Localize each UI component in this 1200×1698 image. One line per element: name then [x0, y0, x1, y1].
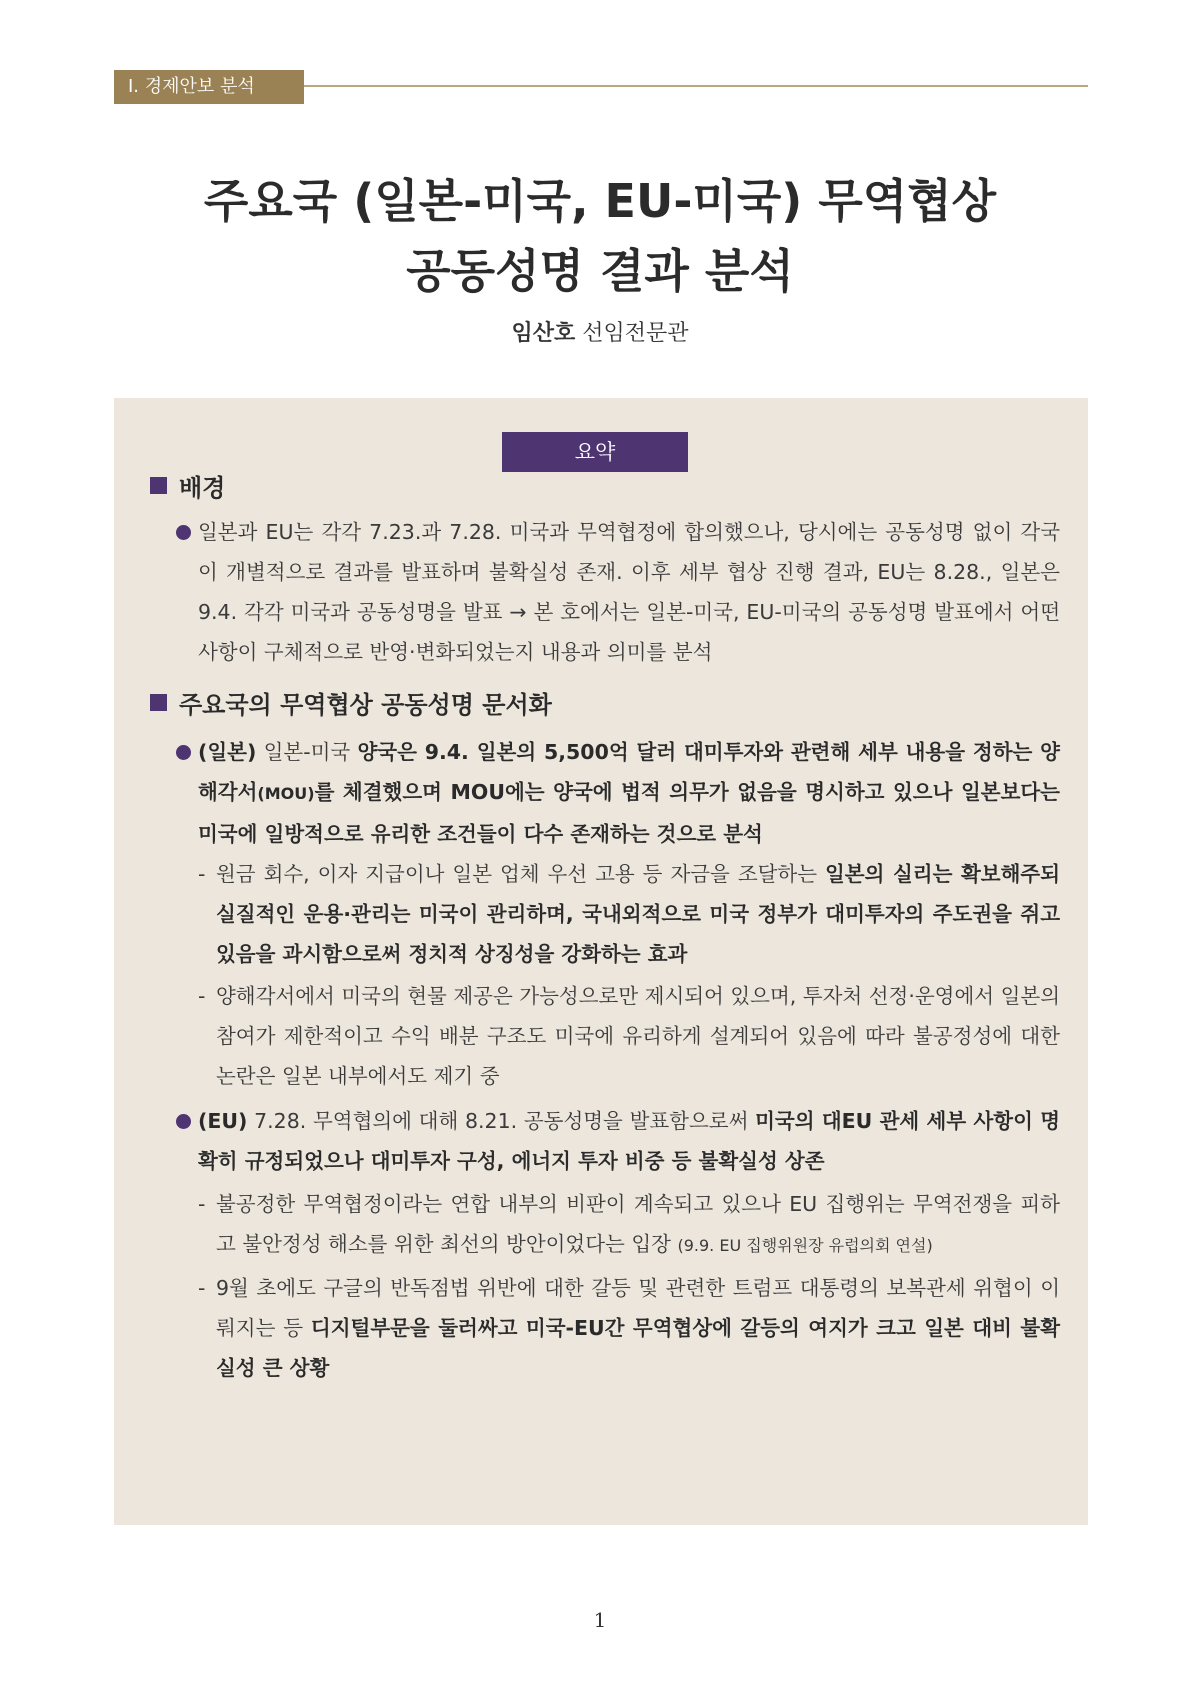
dash-japan-2-text: 양해각서에서 미국의 현물 제공은 가능성으로만 제시되어 있으며, 투자처 선정·운영에서 일본의 참여가 제한적이고 수익 배분 구조도 미국에 유리하게 설계되어 있음에 따라 불공정성에 대한 논란은 일본 내부에서도 제기 중	[216, 984, 1060, 1088]
heading-documentation	[150, 685, 552, 720]
square-bullet-icon	[150, 694, 167, 711]
dash-mark: -	[198, 1192, 206, 1216]
dash-mark: -	[198, 984, 206, 1008]
bullet-eu-plain: 7.28. 무역협의에 대해 8.21. 공동성명을 발표함으로써	[247, 1109, 756, 1133]
bullet-japan	[176, 732, 1060, 854]
author-name: 임산호	[511, 321, 576, 346]
dash-eu-1-source: (9.9. EU 집행위원장 유럽의회 연설)	[677, 1236, 933, 1255]
dash-mark: -	[198, 1276, 206, 1300]
author-line	[0, 316, 1200, 347]
square-bullet-icon	[150, 477, 167, 494]
dash-japan-1	[198, 854, 1060, 974]
bullet-japan-label: (일본)	[198, 740, 257, 764]
dash-eu-1-text: 불공정한 무역협정이라는 연합 내부의 비판이 계속되고 있으나 EU 집행위는 무역전쟁을 피하고 불안정성 해소를 위한 최선의 방안이었다는 입장	[216, 1192, 1060, 1256]
bullet-eu-bold: 미국의 대EU 관세 세부 사항이 명확히 규정되었으나 대미투자 구성, 에너지 투자 비중 등 불확실성 상존	[198, 1109, 1060, 1173]
bullet-background-text: 일본과 EU는 각각 7.23.과 7.28. 미국과 무역협정에 합의했으나, 당시에는 공동성명 없이 각국이 개별적으로 결과를 발표하며 불확실성 존재. 이후 세부 협상 진행 결과, EU는 8.28., 일본은 9.4. 각각 미국과 공동성명을 발표 → 본 호에서는 일본-미국, EU-미국의 공동성명 발표에서 어떤 사항이 구체적으로 반영·변화되었는지 내용과 의미를 분석	[198, 520, 1060, 664]
bullet-japan-bold-1: 양국은 9.4. 일본의 5,500억 달러 대미투자와 관련해 세부 내용을 정하는 양해각서	[198, 740, 1060, 804]
section-tag: Ⅰ. 경제안보 분석	[114, 70, 304, 104]
dash-eu-2-bold: 디지털부문을 둘러싸고 미국-EU간 무역협상에 갈등의 여지가 크고 일본 대비 불확실성 큰 상황	[216, 1316, 1060, 1380]
bullet-japan-mou: (MOU)	[257, 784, 315, 803]
bullet-eu	[176, 1101, 1060, 1181]
dot-bullet-icon	[176, 525, 191, 540]
dash-japan-1-plain: 원금 회수, 이자 지급이나 일본 업체 우선 고용 등 자금을 조달하는	[216, 862, 825, 886]
dash-eu-2-plain: 9월 초에도 구글의 반독점법 위반에 대한 갈등 및 관련한 트럼프 대통령의 보복관세 위협이 이뤄지는 등	[216, 1276, 1060, 1340]
author-role: 선임전문관	[582, 321, 689, 346]
dash-mark: -	[198, 862, 206, 886]
page-title	[0, 166, 1200, 306]
summary-label: 요약	[502, 432, 688, 472]
title-line-1: 주요국 (일본-미국, EU-미국) 무역협상	[203, 174, 997, 228]
dash-japan-1-bold: 일본의 실리는 확보해주되 실질적인 운용·관리는 미국이 관리하며, 국내외적으로 미국 정부가 대미투자의 주도권을 쥐고 있음을 과시함으로써 정치적 상징성을 강화하는 효과	[216, 862, 1061, 966]
dash-japan-2	[198, 976, 1060, 1096]
section-divider	[304, 85, 1088, 87]
heading-documentation-text: 주요국의 무역협상 공동성명 문서화	[179, 691, 552, 719]
bullet-eu-label: (EU)	[198, 1109, 248, 1133]
bullet-background	[176, 512, 1060, 672]
dash-eu-1	[198, 1184, 1060, 1266]
bullet-japan-plain: 일본-미국	[256, 740, 358, 764]
heading-background	[150, 468, 225, 503]
dot-bullet-icon	[176, 745, 191, 760]
bullet-japan-bold-2: 를 체결했으며 MOU에는 양국에 법적 의무가 없음을 명시하고 있으나 일본보다는 미국에 일방적으로 유리한 조건들이 다수 존재하는 것으로 분석	[198, 780, 1060, 846]
heading-background-text: 배경	[179, 474, 226, 502]
dash-eu-2	[198, 1268, 1060, 1388]
summary-box	[114, 398, 1088, 1525]
page-number: 1	[593, 1608, 607, 1632]
dot-bullet-icon	[176, 1114, 191, 1129]
title-line-2: 공동성명 결과 분석	[406, 244, 794, 298]
